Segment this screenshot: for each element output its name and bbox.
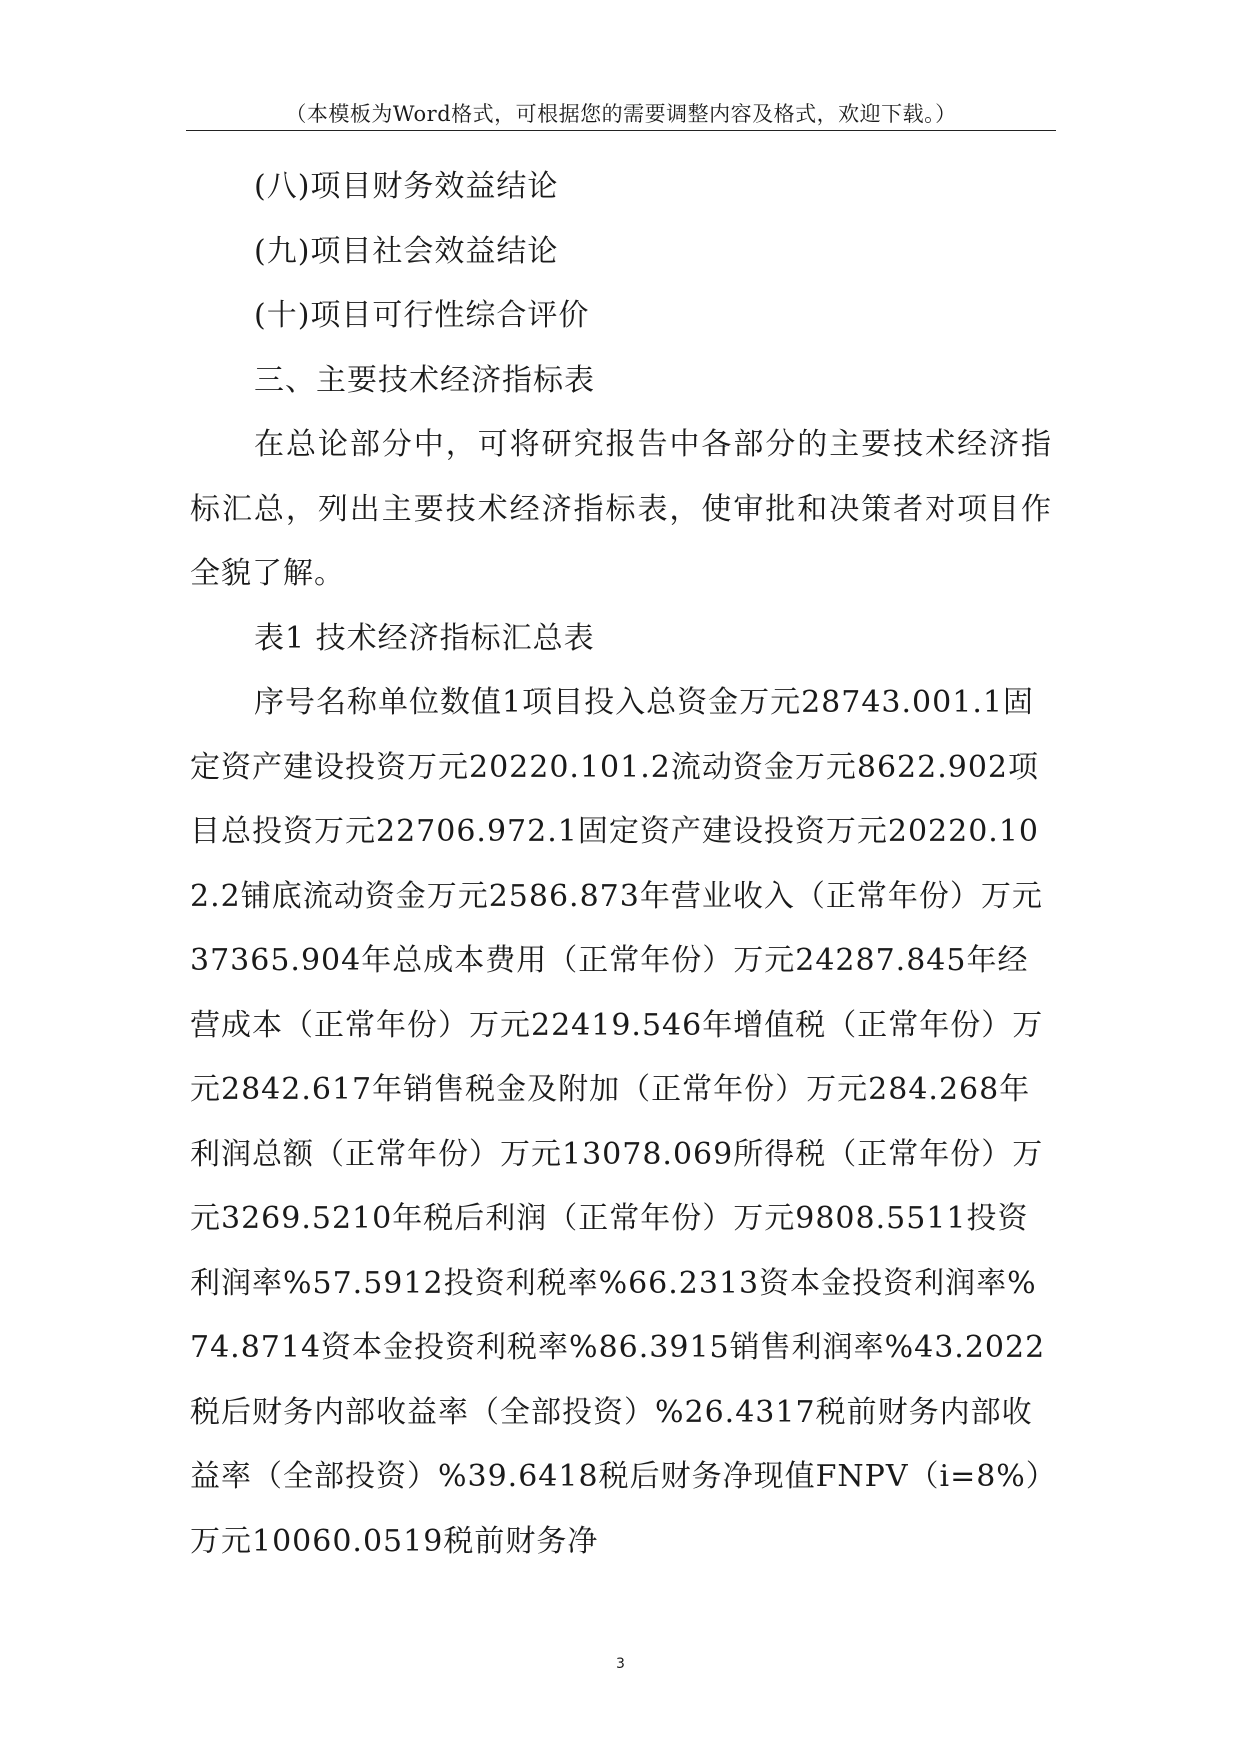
item-8-heading: (八)项目财务效益结论 bbox=[254, 169, 559, 204]
item-9-heading: (九)项目社会效益结论 bbox=[254, 233, 559, 269]
header-divider bbox=[186, 130, 1056, 131]
table-caption: 表1 技术经济指标汇总表 bbox=[254, 620, 595, 656]
template-notice-header: （本模板为Word格式，可根据您的需要调整内容及格式，欢迎下载。） bbox=[285, 102, 957, 126]
intro-paragraph: 在总论部分中，可将研究报告中各部分的主要技术经济指标汇总，列出主要技术经济指标表，使审批和决策者对项目作全貌了解。 bbox=[190, 427, 1052, 591]
document-body bbox=[190, 155, 1052, 1574]
section-3-heading: 三、主要技术经济指标表 bbox=[254, 362, 595, 398]
indicator-table-text: 序号名称单位数值1项目投入总资金万元28743.001.1固定资产建设投资万元20220.101.2流动资金万元8622.902项目总投资万元22706.972.1固定资产建设投资万元20220.102.2铺底流动资金万元2586.873年营业收入（正常年份）万元37365.904年总成本费用（正常年份）万元24287.845年经营成本（正常年份）万元22419.546年增值税（正常年份）万元2842.617年销售税金及附加（正常年份）万元284.268年利润总额（正常年份）万元13078.069所得税（正常年份）万元3269.5210年税后利润（正常年份）万元9808.5511投资利润率%57.5912投资利税率%66.2313资本金投资利润率%74.8714资本金投资利税率%86.3915销售利润率%43.2022税后财务内部收益率（全部投资）%26.4317税前财务内部收益率（全部投资）%39.6418税后财务净现值FNPV（i=8%）万元10060.0519税前财务净 bbox=[190, 685, 1046, 1559]
page-number: 3 bbox=[616, 1656, 625, 1672]
item-10-heading: (十)项目可行性综合评价 bbox=[254, 298, 590, 333]
